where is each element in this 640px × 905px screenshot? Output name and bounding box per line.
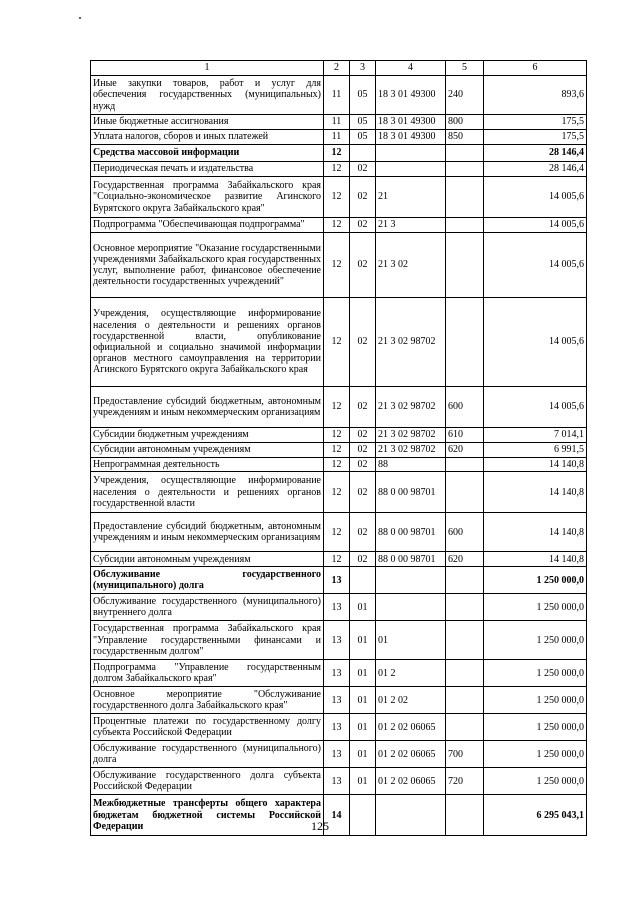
expense-type-cell: 620	[446, 552, 484, 567]
amount-cell: 1 250 000,0	[484, 660, 587, 687]
item-name-cell: Субсидии автономным учреждениям	[91, 552, 324, 567]
budget-table	[90, 60, 587, 836]
subsection-code-cell: 05	[350, 76, 376, 115]
header-cell: 3	[350, 61, 376, 76]
subsection-code-cell: 01	[350, 768, 376, 795]
department-code-cell: 13	[324, 621, 350, 660]
department-code-cell: 11	[324, 76, 350, 115]
table-row	[91, 687, 587, 714]
target-article-cell: 88 0 00 98701	[376, 513, 446, 552]
subsection-code-cell: 01	[350, 714, 376, 741]
expense-type-cell	[446, 162, 484, 177]
subsection-code-cell: 02	[350, 387, 376, 428]
amount-cell: 14 140,8	[484, 472, 587, 513]
expense-type-cell	[446, 714, 484, 741]
expense-type-cell: 700	[446, 741, 484, 768]
subsection-code-cell: 01	[350, 660, 376, 687]
amount-cell: 14 140,8	[484, 552, 587, 567]
table-row	[91, 513, 587, 552]
header-cell: 5	[446, 61, 484, 76]
expense-type-cell: 620	[446, 443, 484, 458]
target-article-cell: 18 3 01 49300	[376, 115, 446, 130]
amount-cell: 28 146,4	[484, 145, 587, 162]
item-name-cell: Обслуживание государственного (муниципального) внутреннего долга	[91, 594, 324, 621]
expense-type-cell	[446, 594, 484, 621]
subsection-code-cell: 02	[350, 298, 376, 387]
subsection-code-cell: 02	[350, 428, 376, 443]
subsection-code-cell: 02	[350, 218, 376, 233]
item-name-cell: Учреждения, осуществляющие информирование населения о деятельности и решениях органов государственной власти	[91, 472, 324, 513]
target-article-cell: 01	[376, 621, 446, 660]
item-name-cell: Непрограммная деятельность	[91, 458, 324, 472]
department-code-cell: 12	[324, 162, 350, 177]
table-row	[91, 660, 587, 687]
target-article-cell: 21 3 02 98702	[376, 387, 446, 428]
department-code-cell: 11	[324, 130, 350, 145]
amount-cell: 28 146,4	[484, 162, 587, 177]
table-header-row	[91, 61, 587, 76]
expense-type-cell	[446, 458, 484, 472]
target-article-cell: 88 0 00 98701	[376, 552, 446, 567]
table-row	[91, 298, 587, 387]
amount-cell: 6 295 043,1	[484, 795, 587, 836]
subsection-code-cell: 05	[350, 130, 376, 145]
target-article-cell	[376, 162, 446, 177]
expense-type-cell	[446, 218, 484, 233]
expense-type-cell	[446, 177, 484, 218]
table-row	[91, 714, 587, 741]
department-code-cell: 12	[324, 552, 350, 567]
subsection-code-cell	[350, 145, 376, 162]
subsection-code-cell: 02	[350, 177, 376, 218]
target-article-cell: 21 3 02 98702	[376, 428, 446, 443]
table-row	[91, 130, 587, 145]
table-row	[91, 567, 587, 594]
item-name-cell: Иные бюджетные ассигнования	[91, 115, 324, 130]
expense-type-cell: 600	[446, 513, 484, 552]
subsection-code-cell	[350, 567, 376, 594]
item-name-cell: Обслуживание государственного (муниципального) долга	[91, 567, 324, 594]
table-row	[91, 741, 587, 768]
department-code-cell: 12	[324, 298, 350, 387]
amount-cell: 175,5	[484, 130, 587, 145]
target-article-cell	[376, 145, 446, 162]
expense-type-cell: 610	[446, 428, 484, 443]
subsection-code-cell: 05	[350, 115, 376, 130]
amount-cell: 1 250 000,0	[484, 567, 587, 594]
expense-type-cell	[446, 621, 484, 660]
subsection-code-cell: 02	[350, 162, 376, 177]
target-article-cell: 18 3 01 49300	[376, 130, 446, 145]
amount-cell: 14 140,8	[484, 458, 587, 472]
department-code-cell: 12	[324, 428, 350, 443]
target-article-cell: 21	[376, 177, 446, 218]
item-name-cell: Средства массовой информации	[91, 145, 324, 162]
table-row	[91, 458, 587, 472]
expense-type-cell	[446, 233, 484, 298]
table-row	[91, 218, 587, 233]
department-code-cell: 14	[324, 795, 350, 836]
subsection-code-cell: 01	[350, 687, 376, 714]
subsection-code-cell: 02	[350, 443, 376, 458]
expense-type-cell: 850	[446, 130, 484, 145]
department-code-cell: 13	[324, 714, 350, 741]
department-code-cell: 13	[324, 741, 350, 768]
expense-type-cell	[446, 687, 484, 714]
target-article-cell: 01 2	[376, 660, 446, 687]
amount-cell: 14 005,6	[484, 218, 587, 233]
item-name-cell: Обслуживание государственного (муниципального) долга	[91, 741, 324, 768]
item-name-cell: Иные закупки товаров, работ и услуг для обеспечения государственных (муниципальных) нужд	[91, 76, 324, 115]
subsection-code-cell: 02	[350, 233, 376, 298]
target-article-cell: 01 2 02	[376, 687, 446, 714]
item-name-cell: Обслуживание государственного долга субъекта Российской Федерации	[91, 768, 324, 795]
department-code-cell: 13	[324, 567, 350, 594]
department-code-cell: 12	[324, 443, 350, 458]
item-name-cell: Межбюджетные трансферты общего характера бюджетам бюджетной системы Российской Федерации	[91, 795, 324, 836]
department-code-cell: 12	[324, 233, 350, 298]
table-row	[91, 768, 587, 795]
subsection-code-cell: 02	[350, 472, 376, 513]
department-code-cell: 12	[324, 145, 350, 162]
table-row	[91, 443, 587, 458]
amount-cell: 1 250 000,0	[484, 768, 587, 795]
subsection-code-cell: 02	[350, 458, 376, 472]
item-name-cell: Подпрограмма "Управление государственным долгом Забайкальского края"	[91, 660, 324, 687]
item-name-cell: Учреждения, осуществляющие информирование населения о деятельности и решениях органов государственной власти, опубликование официальной и социально значимой информации органов местного самоуправления на территории Агинского Бурятского округа Забайкальского края	[91, 298, 324, 387]
table-row	[91, 233, 587, 298]
department-code-cell: 12	[324, 218, 350, 233]
subsection-code-cell: 02	[350, 552, 376, 567]
table-row	[91, 145, 587, 162]
item-name-cell: Уплата налогов, сборов и иных платежей	[91, 130, 324, 145]
target-article-cell	[376, 594, 446, 621]
scan-speck	[79, 17, 81, 19]
subsection-code-cell: 01	[350, 621, 376, 660]
target-article-cell: 21 3	[376, 218, 446, 233]
department-code-cell: 12	[324, 472, 350, 513]
subsection-code-cell: 01	[350, 741, 376, 768]
amount-cell: 1 250 000,0	[484, 594, 587, 621]
item-name-cell: Основное мероприятие "Оказание государственными учреждениями Забайкальского края государственных услуг, выполнение работ, финансовое обеспечение деятельности государственных учреждений"	[91, 233, 324, 298]
amount-cell: 14 140,8	[484, 513, 587, 552]
expense-type-cell: 800	[446, 115, 484, 130]
page-number: 125	[311, 819, 329, 833]
amount-cell: 14 005,6	[484, 387, 587, 428]
table-row	[91, 428, 587, 443]
amount-cell: 7 014,1	[484, 428, 587, 443]
amount-cell: 175,5	[484, 115, 587, 130]
amount-cell: 893,6	[484, 76, 587, 115]
table-row	[91, 162, 587, 177]
department-code-cell: 11	[324, 115, 350, 130]
table-row	[91, 115, 587, 130]
item-name-cell: Предоставление субсидий бюджетным, автономным учреждениям и иным некоммерческим организациям	[91, 513, 324, 552]
item-name-cell: Подпрограмма "Обеспечивающая подпрограмма"	[91, 218, 324, 233]
amount-cell: 1 250 000,0	[484, 621, 587, 660]
amount-cell: 1 250 000,0	[484, 741, 587, 768]
expense-type-cell: 240	[446, 76, 484, 115]
amount-cell: 6 991,5	[484, 443, 587, 458]
expense-type-cell	[446, 472, 484, 513]
target-article-cell: 18 3 01 49300	[376, 76, 446, 115]
item-name-cell: Субсидии бюджетным учреждениям	[91, 428, 324, 443]
amount-cell: 14 005,6	[484, 177, 587, 218]
table-row	[91, 552, 587, 567]
item-name-cell: Периодическая печать и издательства	[91, 162, 324, 177]
expense-type-cell: 720	[446, 768, 484, 795]
item-name-cell: Предоставление субсидий бюджетным, автономным учреждениям и иным некоммерческим организациям	[91, 387, 324, 428]
department-code-cell: 12	[324, 177, 350, 218]
item-name-cell: Субсидии автономным учреждениям	[91, 443, 324, 458]
target-article-cell: 21 3 02 98702	[376, 298, 446, 387]
department-code-cell: 12	[324, 458, 350, 472]
table-row	[91, 621, 587, 660]
table-row	[91, 594, 587, 621]
amount-cell: 14 005,6	[484, 233, 587, 298]
header-cell: 1	[91, 61, 324, 76]
table-row	[91, 177, 587, 218]
table-row	[91, 76, 587, 115]
target-article-cell: 01 2 02 06065	[376, 741, 446, 768]
header-cell: 6	[484, 61, 587, 76]
item-name-cell: Государственная программа Забайкальского края "Социально-экономическое развитие Агинского Бурятского округа Забайкальского края"	[91, 177, 324, 218]
target-article-cell: 88 0 00 98701	[376, 472, 446, 513]
expense-type-cell	[446, 660, 484, 687]
expense-type-cell	[446, 145, 484, 162]
expense-type-cell: 600	[446, 387, 484, 428]
target-article-cell: 88	[376, 458, 446, 472]
table-row	[91, 387, 587, 428]
subsection-code-cell: 01	[350, 594, 376, 621]
table-row	[91, 472, 587, 513]
target-article-cell: 21 3 02 98702	[376, 443, 446, 458]
department-code-cell: 13	[324, 660, 350, 687]
expense-type-cell	[446, 567, 484, 594]
subsection-code-cell: 02	[350, 513, 376, 552]
item-name-cell: Процентные платежи по государственному долгу субъекта Российской Федерации	[91, 714, 324, 741]
department-code-cell: 12	[324, 513, 350, 552]
amount-cell: 1 250 000,0	[484, 687, 587, 714]
department-code-cell: 12	[324, 387, 350, 428]
expense-type-cell	[446, 298, 484, 387]
department-code-cell: 13	[324, 594, 350, 621]
item-name-cell: Основное мероприятие "Обслуживание государственного долга Забайкальского края"	[91, 687, 324, 714]
header-cell: 4	[376, 61, 446, 76]
department-code-cell: 13	[324, 687, 350, 714]
header-cell: 2	[324, 61, 350, 76]
target-article-cell: 01 2 02 06065	[376, 768, 446, 795]
target-article-cell: 21 3 02	[376, 233, 446, 298]
item-name-cell: Государственная программа Забайкальского края "Управление государственными финансами и государственным долгом"	[91, 621, 324, 660]
amount-cell: 14 005,6	[484, 298, 587, 387]
target-article-cell: 01 2 02 06065	[376, 714, 446, 741]
amount-cell: 1 250 000,0	[484, 714, 587, 741]
department-code-cell: 13	[324, 768, 350, 795]
target-article-cell	[376, 567, 446, 594]
